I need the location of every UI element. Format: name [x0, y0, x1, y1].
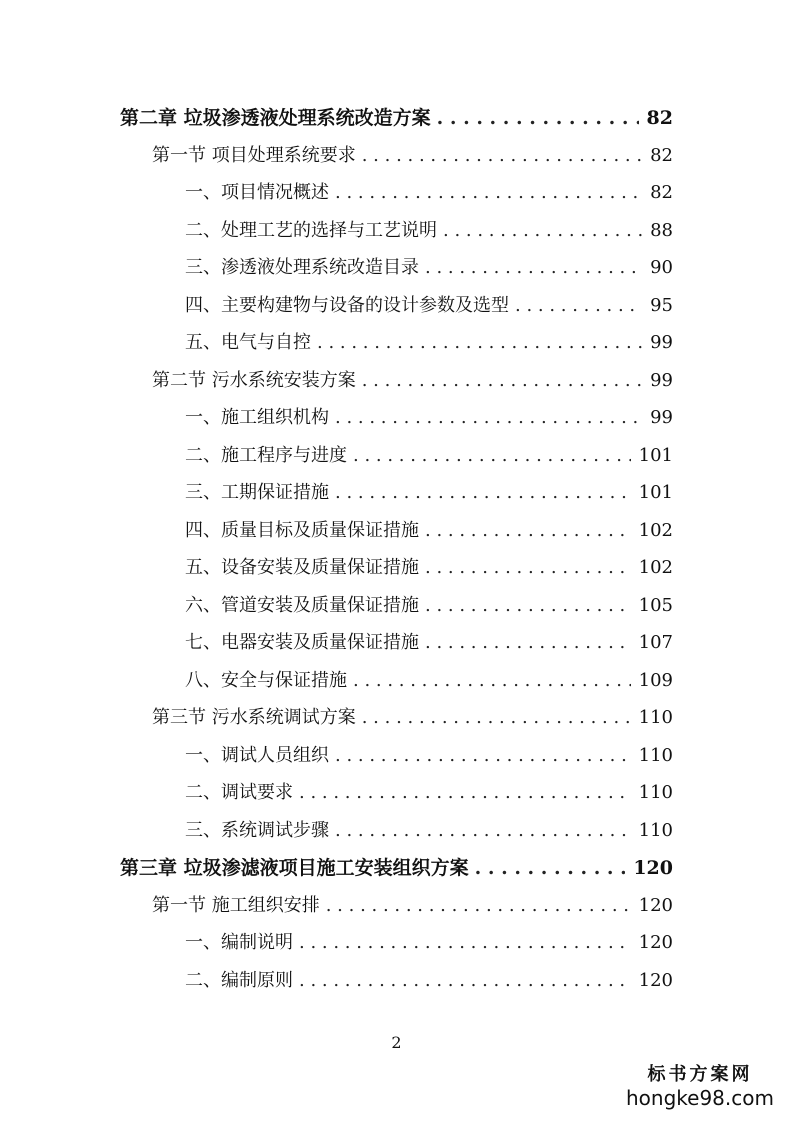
toc-entry-page: 99 [650, 332, 673, 353]
toc-entry-label: 四、主要构建物与设备的设计参数及选型 [185, 295, 509, 316]
toc-entry-section[interactable] [152, 891, 673, 921]
toc-entry-page: 120 [638, 970, 673, 991]
toc-entry-page: 90 [650, 257, 673, 278]
toc-entry-chapter[interactable] [120, 853, 673, 883]
toc-entry-page: 95 [650, 295, 673, 316]
toc-entry-label: 二、调试要求 [185, 782, 293, 803]
toc-dot-leader [317, 328, 642, 358]
toc-entry-page: 110 [638, 820, 673, 841]
toc-dot-leader [353, 441, 631, 471]
toc-dot-leader [475, 853, 626, 883]
toc-dot-leader [299, 966, 631, 996]
toc-entry-label: 三、工期保证措施 [185, 482, 329, 503]
toc-entry-page: 99 [650, 407, 673, 428]
toc-entry-item[interactable] [185, 216, 673, 246]
toc-entry-label: 第三节 污水系统调试方案 [152, 707, 356, 728]
toc-entry-page: 110 [638, 782, 673, 803]
page-number: 2 [391, 1033, 402, 1052]
toc-dot-leader [362, 703, 631, 733]
toc-dot-leader [299, 928, 631, 958]
toc-entry-section[interactable] [152, 141, 673, 171]
toc-entry-item[interactable] [185, 966, 673, 996]
toc-entry-label: 二、施工程序与进度 [185, 445, 347, 466]
toc-entry-page: 120 [633, 857, 673, 879]
toc-dot-leader [425, 553, 631, 583]
toc-dot-leader [335, 478, 631, 508]
toc-entry-item[interactable] [185, 478, 673, 508]
toc-entry-item[interactable] [185, 628, 673, 658]
toc-dot-leader [335, 741, 631, 771]
toc-entry-label: 第三章 垃圾渗滤液项目施工安装组织方案 [120, 857, 469, 879]
toc-entry-label: 三、渗透液处理系统改造目录 [185, 257, 419, 278]
toc-entry-page: 105 [638, 595, 673, 616]
toc-entry-page: 110 [638, 707, 673, 728]
toc-entry-page: 109 [638, 670, 673, 691]
toc-entry-item[interactable] [185, 553, 673, 583]
toc-entry-item[interactable] [185, 666, 673, 696]
toc-entry-page: 101 [638, 482, 673, 503]
toc-dot-leader [425, 516, 631, 546]
toc-entry-chapter[interactable] [120, 103, 673, 133]
toc-entry-item[interactable] [185, 403, 673, 433]
toc-entry-page: 99 [650, 370, 673, 391]
toc-entry-page: 82 [650, 182, 673, 203]
toc-entry-page: 107 [638, 632, 673, 653]
toc-entry-page: 120 [638, 895, 673, 916]
toc-entry-item[interactable] [185, 441, 673, 471]
toc-entry-page: 82 [646, 107, 673, 129]
toc-dot-leader [362, 366, 642, 396]
toc-entry-item[interactable] [185, 178, 673, 208]
toc-entry-label: 一、施工组织机构 [185, 407, 329, 428]
toc-entry-item[interactable] [185, 253, 673, 283]
toc-dot-leader [443, 216, 642, 246]
toc-entry-page: 82 [650, 145, 673, 166]
toc-entry-section[interactable] [152, 703, 673, 733]
toc-entry-label: 五、设备安装及质量保证措施 [185, 557, 419, 578]
watermark-domain: hongke98.com [626, 1086, 774, 1110]
toc-entry-item[interactable] [185, 778, 673, 808]
toc-entry-item[interactable] [185, 928, 673, 958]
toc-entry-item[interactable] [185, 591, 673, 621]
toc-entry-label: 七、电器安装及质量保证措施 [185, 632, 419, 653]
toc-dot-leader [335, 178, 642, 208]
toc-entry-label: 六、管道安装及质量保证措施 [185, 595, 419, 616]
toc-entry-page: 88 [650, 220, 673, 241]
toc-entry-label: 一、项目情况概述 [185, 182, 329, 203]
watermark-logo [625, 1060, 775, 1110]
toc-entry-page: 120 [638, 932, 673, 953]
toc-entry-label: 一、编制说明 [185, 932, 293, 953]
toc-entry-page: 110 [638, 745, 673, 766]
toc-dot-leader [299, 778, 631, 808]
toc-entry-item[interactable] [185, 516, 673, 546]
toc-dot-leader [425, 628, 631, 658]
toc-entry-label: 第一节 施工组织安排 [152, 895, 320, 916]
toc-dot-leader [425, 591, 631, 621]
toc-entry-page: 102 [638, 520, 673, 541]
toc-dot-leader [437, 103, 639, 133]
toc-dot-leader [425, 253, 642, 283]
toc-entry-label: 第二节 污水系统安装方案 [152, 370, 356, 391]
toc-entry-label: 第一节 项目处理系统要求 [152, 145, 356, 166]
toc-entry-label: 一、调试人员组织 [185, 745, 329, 766]
toc-entry-label: 三、系统调试步骤 [185, 820, 329, 841]
watermark-title: 标书方案网 [647, 1064, 753, 1085]
toc-entry-item[interactable] [185, 291, 673, 321]
toc-dot-leader [353, 666, 631, 696]
toc-entry-page: 102 [638, 557, 673, 578]
toc-entry-label: 八、安全与保证措施 [185, 670, 347, 691]
toc-entry-item[interactable] [185, 741, 673, 771]
toc-entry-section[interactable] [152, 366, 673, 396]
toc-dot-leader [326, 891, 631, 921]
toc-dot-leader [362, 141, 642, 171]
toc-entry-label: 五、电气与自控 [185, 332, 311, 353]
toc-entry-label: 二、处理工艺的选择与工艺说明 [185, 220, 437, 241]
toc-entry-label: 二、编制原则 [185, 970, 293, 991]
toc-entry-item[interactable] [185, 328, 673, 358]
toc-dot-leader [335, 403, 642, 433]
toc-dot-leader [335, 816, 631, 846]
toc-entry-page: 101 [638, 445, 673, 466]
toc-entry-label: 第二章 垃圾渗透液处理系统改造方案 [120, 107, 431, 129]
toc-entry-label: 四、质量目标及质量保证措施 [185, 520, 419, 541]
toc-dot-leader [515, 291, 642, 321]
toc-entry-item[interactable] [185, 816, 673, 846]
